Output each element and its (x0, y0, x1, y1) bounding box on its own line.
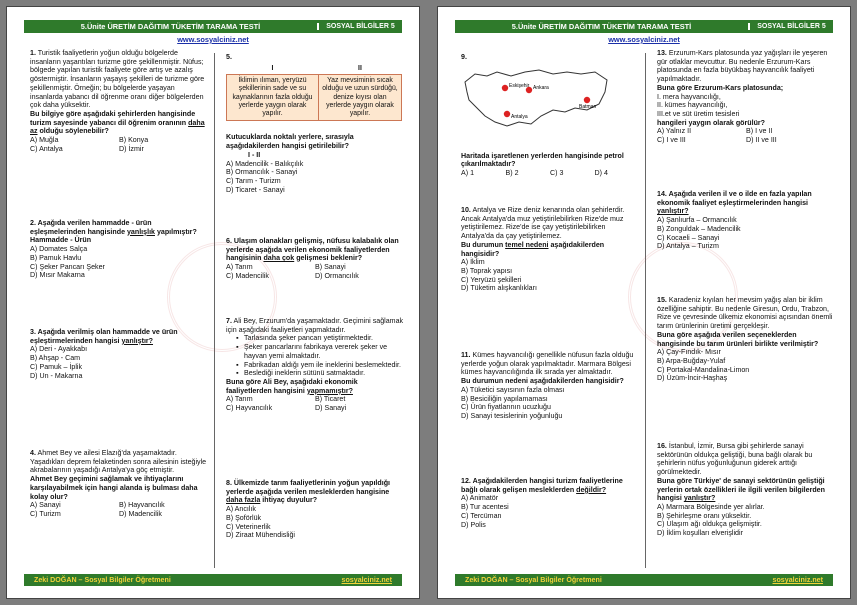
option-d[interactable]: D) Tüketim alışkanlıkları (461, 284, 537, 293)
question-11: 11. Kümes hayvancılığı genellikle nüfusun fazla olduğu yerlerde yoğun olarak yapılmaktadır. Marmara Bölgesi kümes hayvancılığında ilk sırada yer almaktadır. Bu durumun nedeni aşağıdakilerden hangisidir? A) Tüketici sayısının fazla olması B) Besiciliğin yapılamaması C) Ürün fiyatlarının ucuzluğu D) Sanayi tesislerinin yoğunluğu (461, 351, 639, 421)
site-link[interactable]: www.sosyalciniz.net (177, 35, 249, 44)
question-13: 13. Erzurum-Kars platosunda yaz yağışları ile yeşeren gür otlaklar mevcuttur. Bu nedenle Erzurum-Kars platosunda en fazla büyükbaş hayvancılık faaliyeti yapılmaktadır. Buna göre Erzurum-Kars platosunda; I. mera hayvancılığı, II. kümes hayvancılığı, III.et ve süt üretim tesisleri hangileri yaygın olarak görülür? A) Yalnız II B) I ve II C) I ve III D) II ve III (657, 49, 835, 145)
option-d[interactable]: D) II ve III (746, 136, 777, 145)
question-6: 6. Ulaşım olanakları gelişmiş, nüfusu kalabalık olan yerlerde aşağıda verilen ekonomik faaliyetlerden hangisinin daha çok gelişmesi beklenir? A) Tarım B) Sanayi C) Madencilik D) Ormancılık (226, 237, 404, 281)
header-title: 5.Ünite ÜRETİM DAĞITIM TÜKETİM TARAMA TESTİ (511, 22, 692, 31)
option-a[interactable]: A) Deri - Ayakkabı (30, 345, 88, 354)
box-2: Yaz mevsiminin sıcak olduğu ve uzun sürdüğü, denize kıyısı olan yerlerde yaygın olarak yapılır. (318, 75, 401, 121)
option-b[interactable]: B) I ve II (746, 127, 773, 136)
option-d[interactable]: D) Madencilik (119, 510, 162, 519)
turkey-map (461, 64, 611, 134)
option-b[interactable]: B) Pamuk Havlu (30, 253, 82, 262)
option-d[interactable]: D) Ormancılık (315, 271, 359, 280)
option-c[interactable]: C) Veterinerlik (226, 522, 271, 531)
page-footer (455, 574, 833, 586)
option-c[interactable]: C) Madencilik (226, 271, 269, 280)
map-point-3[interactable] (504, 111, 510, 117)
list-item: ▪ Fabrikadan aldığı yem ile ineklerini beslemektedir. (236, 361, 404, 370)
option-a[interactable]: A) Animatör (461, 494, 499, 503)
question-7: 7. Ali Bey, Erzurum'da yaşamaktadır. Geçimini sağlamak için aşağıdaki faaliyetleri yapmaktadır. ▪ Tarlasında şeker pancarı yetiştirmektedir. ▪ Şeker pancarlarını fabrikaya vererek şeker ve hayvan yemi almaktadır. ▪ Fabrikadan aldığı yem ile ineklerini beslemektedir. ▪ Beslediği ineklerin sütünü satmaktadır. Buna göre Ali Bey, aşağıdaki ekonomik faaliyetlerden hangisini yapmamıştır? A) Tarım B) Ticaret C) Hayvancılık D) Sanayi (226, 317, 404, 413)
option-d[interactable]: D) Ziraat Mühendisliği (226, 531, 295, 540)
option-a[interactable]: A) Çay-Fındık- Mısır (657, 348, 721, 357)
option-b[interactable]: B) Besiciliğin yapılamaması (461, 394, 548, 403)
option-a[interactable]: A) Marmara Bölgesinde yer alırlar. (657, 503, 765, 512)
option-c[interactable]: C) Tarım - Turizm (226, 177, 281, 185)
page-header (24, 20, 402, 33)
option-c[interactable]: C) Ürün fiyatlarının ucuzluğu (461, 403, 551, 412)
option-b[interactable]: B) 2 (505, 169, 519, 178)
option-c[interactable]: C) Turizm (30, 510, 61, 519)
list-item: ▪ Tarlasında şeker pancarı yetiştirmektedir. (236, 334, 404, 343)
option-a[interactable]: A) Tarım (226, 263, 253, 272)
question-4: 4. Ahmet Bey ve ailesi Elazığ'da yaşamaktadır. Yaşadıkları deprem felaketinden sonra ailesinin isteğiyle akrabalarının yaşadığı Antalya'ya göç etmiştir. Ahmet Bey geçimini sağlamak ve ihtiyaçlarını karşılayabilmek için hangi alanda iş bulması daha kolay olur? A) Sanayi B) Hayvancılık C) Turizm D) Madencilik (30, 449, 207, 519)
map-label-batman: Batman (579, 103, 597, 110)
option-b[interactable]: B) Tur acentesi (461, 503, 509, 512)
option-c[interactable]: C) 3 (550, 169, 564, 178)
option-d[interactable]: D) Antalya – Turizm (657, 242, 719, 251)
option-d[interactable]: D) Polis (461, 520, 486, 529)
list-item: ▪ Şeker pancarlarını fabrikaya vererek şeker ve hayvan yemi almaktadır. (236, 343, 404, 360)
footer-author: Zeki DOĞAN – Sosyal Bilgiler Öğretmeni (34, 576, 171, 584)
option-b[interactable]: B) Ticaret (315, 395, 346, 404)
question-16: 16. İstanbul, İzmir, Bursa gibi şehirlerde sanayi sektörünün oldukça geliştiği, buna bağlı olarak bu şehirlerin nüfus yoğunluğunun giderek arttığı görülmektedir. Buna göre Türkiye' de sanayi sektörünün geliştiği yerlerin ortak özellikleri ile ilgili verilen bilgilerden hangisi yanlıştır? A) Marmara Bölgesinde yer alırlar. B) Şehirleşme oranı yüksektir. C) Ulaşım ağı oldukça gelişmiştir. D) İklim koşulları elverişlidir (657, 442, 835, 538)
page-right (437, 6, 851, 599)
activity-list (236, 334, 404, 378)
page-header (455, 20, 833, 33)
footer-author: Zeki DOĞAN – Sosyal Bilgiler Öğretmeni (465, 576, 602, 584)
option-b[interactable]: B) Toprak yapısı (461, 267, 513, 276)
question-1: 1. Turistik faaliyetlerin yoğun olduğu bölgelerde insanların yaşantıları turizme göre şekillenmiştir. Nüfus; bölgede yapılan turistik faaliyete göre artış ve azalış göstermiştir. İnsanların yaşayış şekilleri de turizme göre şekillenmiştir. Örneğin; bu bölgelerde yaşayan insanlarda yabancı dil öğrenme oranı diğer bölgelerden çok daha yüksektir. Bu bilgiye göre aşağıdaki şehirlerden hangisinde turizm sayesinde yabancı dil öğrenim oranının daha az olduğu söylenebilir? A) Muğla B) Konya C) Antalya D) İzmir (30, 49, 208, 154)
question-9: 9. Eskişehir Ankara Antalya Batman Haritada işaretlenen yerlerden hangisinde petrol çıkarılmaktadır? A) 1 B) 2 C) 3 D) 4 (461, 53, 639, 178)
option-c[interactable]: C) Kocaeli – Sanayi (657, 233, 720, 242)
option-c[interactable]: C) Hayvancılık (226, 404, 273, 413)
option-c[interactable]: C) Şeker Pancarı Şeker (30, 262, 105, 271)
option-d[interactable]: D) Üzüm-İncir-Haşhaş (657, 374, 728, 383)
option-b[interactable]: B) Şoförlük (226, 513, 262, 522)
footer-site-link[interactable]: sosyalciniz.net (772, 576, 823, 584)
map-label-antalya: Antalya (511, 113, 528, 120)
map-point-1[interactable] (502, 85, 508, 91)
page-left (6, 6, 420, 599)
list-item: ▪ Beslediği ineklerin sütünü satmaktadır. (236, 369, 404, 378)
option-b[interactable]: B) Hayvancılık (119, 501, 165, 510)
box-1: İklimin ılıman, yeryüzü şekillerinin sade ve su kaynaklarının fazla olduğu yerlerde yaygın olarak yapılır. (227, 75, 319, 121)
option-a[interactable]: A) Domates Salça (30, 245, 88, 254)
option-c[interactable]: C) Yeryüzü şekilleri (461, 275, 522, 284)
map-label-ankara: Ankara (533, 84, 549, 91)
question-15: 15. Karadeniz kıyıları her mevsim yağış alan bir iklim özelliğine sahiptir. Bu nedenle Giresun, Ordu, Trabzon, Rize ve çevresinde ülkemiz ekonomisi açısından önemli tarım ürünlerinin üretimi gerçekleşir. Buna göre aşağıda verilen seçeneklerden hangisinde bu tarım ürünleri birlikte verilmiştir? A) Çay-Fındık- Mısır B) Arpa-Buğday-Yulaf C) Portakal-Mandalina-Limon D) Üzüm-İncir-Haşhaş (657, 296, 835, 383)
option-b[interactable]: B) Ormancılık - Sanayi (226, 168, 298, 177)
option-b[interactable]: B) Ahşap - Cam (30, 354, 81, 363)
question-10: 10. Antalya ve Rize deniz kenarında olan şehirlerdir. Ancak Antalya'da muz yetiştirilebilirken Rize'de muz yetiştirilemez. Rize'de ise çay yetiştirilebilirken Antalya'da da çay yetiştirilemez. Bu durumun temel nedeni aşağıdakilerden hangisidir? A) İklim B) Toprak yapısı C) Yeryüzü şekilleri D) Tüketim alışkanlıkları (461, 206, 639, 293)
option-b[interactable]: B) Konya (119, 136, 149, 145)
option-a[interactable]: A) Madencilik - Balıkçılık (226, 159, 304, 168)
option-a[interactable]: A) Tüketici sayısının fazla olması (461, 385, 565, 394)
option-b[interactable]: B) Sanayi (315, 263, 346, 272)
question-12: 12. Aşağıdakilerden hangisi turizm faaliyetlerine bağlı olarak gelişen mesleklerden değildir? A) Animatör B) Tur acentesi C) Tercüman D) Polis (461, 477, 639, 529)
option-a[interactable]: A) Sanayi (30, 501, 61, 510)
question-14: 14. Aşağıda verilen il ve o ilde en fazla yapılan ekonomik faaliyet eşleştirmelerinden hangisi yanlıştır? A) Şanlıurfa – Ormancılık B) Zonguldak – Madencilik C) Kocaeli – Sanayi D) Antalya – Turizm (657, 190, 835, 251)
option-b[interactable]: B) Zonguldak – Madencilik (657, 224, 741, 233)
footer-site-link[interactable]: sosyalciniz.net (341, 576, 392, 584)
option-a[interactable]: A) Muğla (30, 136, 59, 145)
option-c[interactable]: C) Pamuk – İplik (30, 362, 83, 371)
option-d[interactable]: D) İzmir (119, 144, 144, 153)
question-5: 5. I II İklimin ılıman, yeryüzü şekillerinin sade ve su kaynaklarının fazla olduğu yerlerde yaygın olarak yapılır. Yaz mevsiminin sıcak olduğu ve uzun sürdüğü, denize kıyısı olan yerlerde yaygın olarak yapılır. Kutucuklarda noktalı yerlere, sırasıyla aşağıdakilerden hangisi getirilebilir? I - II A) Madencilik - Balıkçılık B) Ormancılık - Sanayi C) Tarım - Turizm D) Ticaret - Sanayi (226, 53, 404, 194)
option-d[interactable]: D) Ticaret - Sanayi (226, 185, 285, 194)
option-a[interactable]: A) Şanlıurfa – Ormancılık (657, 216, 737, 225)
option-c[interactable]: C) Ulaşım ağı oldukça gelişmiştir. (657, 520, 762, 529)
turkey-map-svg (461, 64, 611, 134)
option-a[interactable]: A) Ancılık (226, 505, 256, 514)
header-title: 5.Ünite ÜRETİM DAĞITIM TÜKETİM TARAMA TESTİ (80, 22, 261, 31)
site-link[interactable]: www.sosyalciniz.net (608, 35, 680, 44)
question-3: 3. Aşağıda verilmiş olan hammadde ve ürün eşleştirmelerinden hangisi yanlıştır? A) Deri - Ayakkabı B) Ahşap - Cam C) Pamuk – İplik D) Un - Makarna (30, 328, 208, 380)
option-d[interactable]: D) İklim koşulları elverişlidir (657, 529, 743, 538)
option-d[interactable]: D) Mısır Makarna (30, 271, 85, 280)
option-a[interactable]: A) Yalnız II (657, 127, 692, 136)
option-a[interactable]: A) İklim (461, 258, 485, 267)
option-c[interactable]: C) Antalya (30, 144, 63, 153)
option-a[interactable]: A) 1 (461, 169, 475, 178)
option-c[interactable]: C) I ve III (657, 136, 686, 145)
boxes-table: I II İklimin ılıman, yeryüzü şekillerinin sade ve su kaynaklarının fazla olduğu yerlerde yaygın olarak yapılır. Yaz mevsiminin sıcak olduğu ve uzun sürdüğü, denize kıyısı olan yerlerde yaygın olarak yapılır. (226, 64, 402, 122)
option-d[interactable]: D) Sanayi (315, 404, 347, 413)
map-label-eskisehir: Eskişehir (509, 82, 530, 89)
header-subject: SOSYAL BİLGİLER 5 (748, 23, 833, 30)
option-b[interactable]: B) Şehirleşme oranı yüksektir. (657, 511, 752, 520)
option-c[interactable]: C) Portakal-Mandalina-Limon (657, 365, 750, 374)
option-a[interactable]: A) Tarım (226, 395, 253, 404)
question-8: 8. Ülkemizde tarım faaliyetlerinin yoğun yapıldığı yerlerde aşağıda verilen mesleklerden hangisine daha fazla ihtiyaç duyulur? A) Ancılık B) Şoförlük C) Veterinerlik D) Ziraat Mühendisliği (226, 479, 404, 540)
question-2: 2. Aşağıda verilen hammadde - ürün eşleşmelerinden hangisinde yanlışlık yapılmıştır? Hammadde - Ürün A) Domates Salça B) Pamuk Havlu C) Şeker Pancarı Şeker D) Mısır Makarna (30, 219, 208, 280)
option-b[interactable]: B) Arpa-Buğday-Yulaf (657, 357, 726, 366)
page-footer (24, 574, 402, 586)
option-c[interactable]: C) Tercüman (461, 511, 502, 520)
header-subject: SOSYAL BİLGİLER 5 (317, 23, 402, 30)
option-d[interactable]: D) Un - Makarna (30, 371, 83, 380)
option-d[interactable]: D) Sanayi tesislerinin yoğunluğu (461, 412, 563, 421)
option-d[interactable]: D) 4 (594, 169, 608, 178)
map-point-4[interactable] (584, 97, 590, 103)
